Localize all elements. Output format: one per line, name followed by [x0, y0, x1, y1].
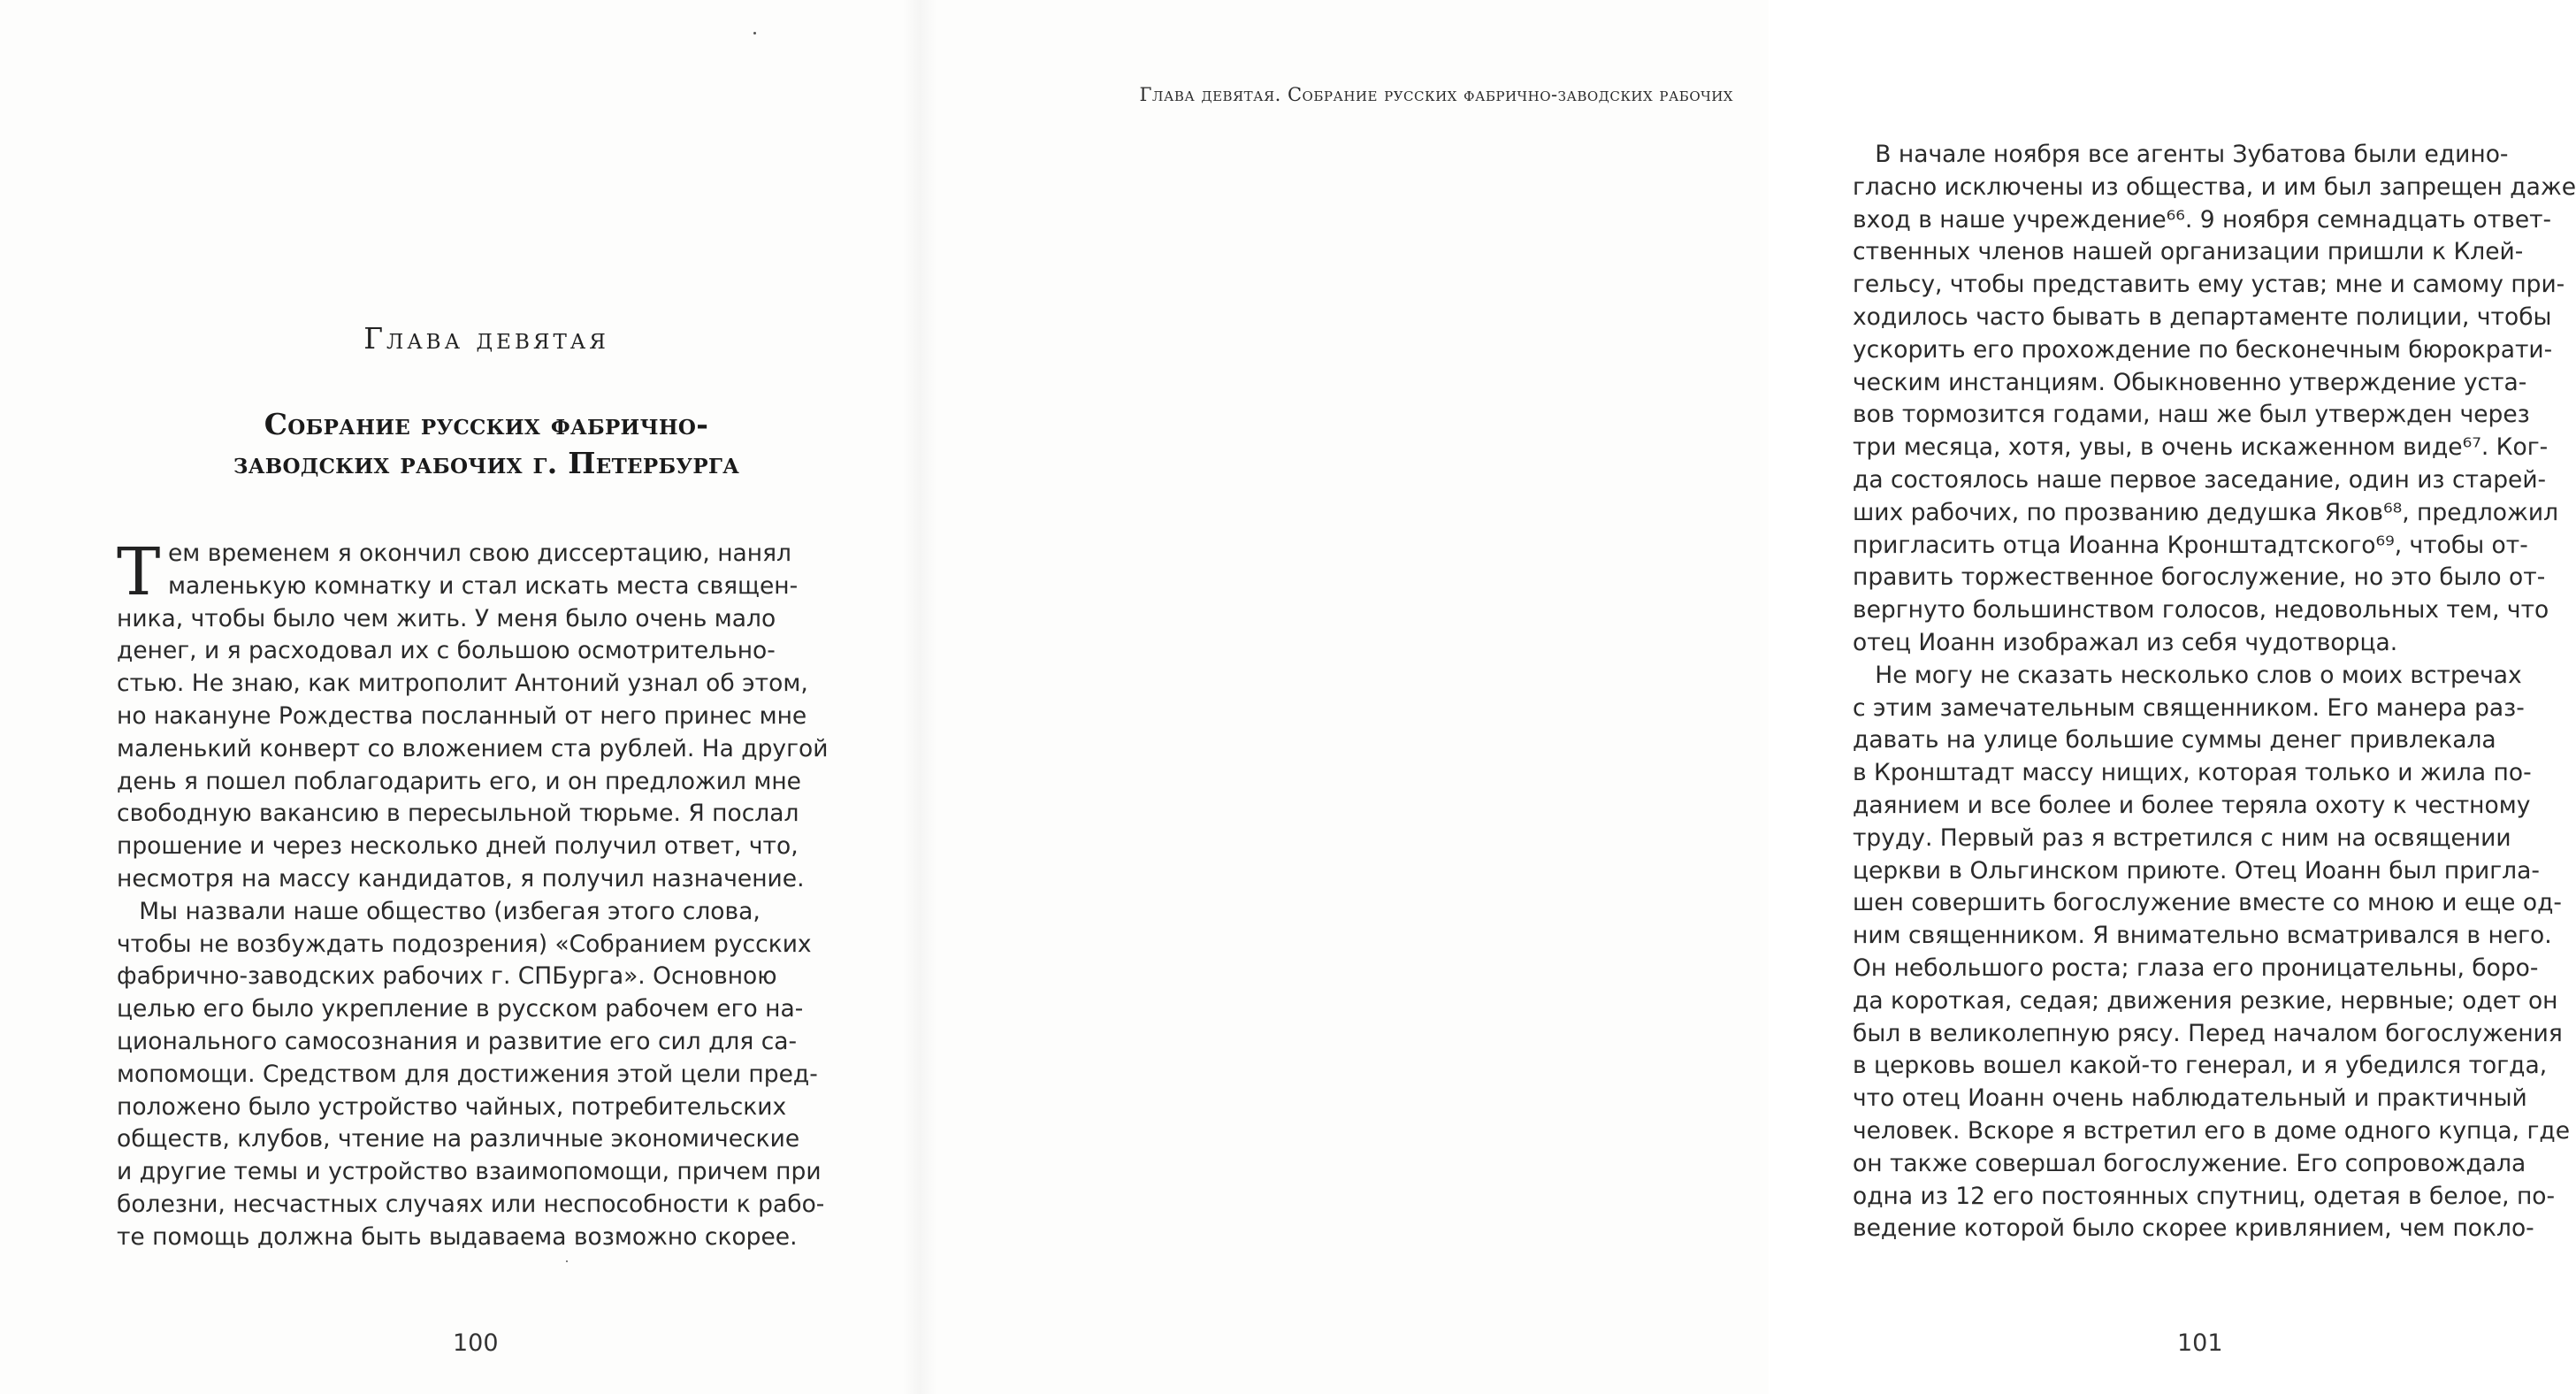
text-line: гласно исключены из общества, и им был запрещен даже [1853, 172, 2576, 201]
text-line: маленький конверт со вложением ста рублей. На другой [117, 734, 829, 762]
text-line: был в великолепную рясу. Перед началом богослужения [1853, 1019, 2563, 1047]
text-line: ведение которой было скорее кривлянием, чем покло- [1853, 1214, 2534, 1243]
text-line: с этим замечательным священником. Его манера раз- [1853, 693, 2525, 722]
text-line: прошение и через несколько дней получил ответ, что, [117, 832, 799, 861]
text-line: труду. Первый раз я встретился с ним на освящении [1853, 823, 2511, 852]
text-line: ника, чтобы было чем жить. У меня было очень мало [117, 604, 776, 632]
text-line: он также совершал богослужение. Его сопровождала [1853, 1149, 2526, 1177]
chapter-title [115, 405, 858, 483]
text-line: Мы назвали наше общество (избегая этого слова, [117, 897, 761, 925]
text-line: в Кронштадт массу нищих, которая только и жила по- [1853, 759, 2532, 787]
page-number: 101 [2177, 1329, 2223, 1357]
right-body-text [1853, 139, 2576, 1245]
text-line: несмотря на массу кандидатов, я получил назначение. [117, 864, 805, 892]
right-page [884, 0, 2576, 1394]
page-number: 100 [453, 1329, 499, 1357]
text-line: мопомощи. Средством для достижения этой цели пред- [117, 1060, 818, 1088]
text-line: свободную вакансию в пересыльной тюрьме. Я послал [117, 800, 799, 828]
text-line: отец Иоанн изображал из себя чудотворца. [1853, 628, 2398, 656]
text-line: править торжественное богослужение, но это было от- [1853, 563, 2546, 592]
text-line: вов тормозится годами, наш же был утвержден через [1853, 401, 2530, 429]
drop-cap: Т [117, 534, 161, 610]
text-line: гельсу, чтобы представить ему устав; мне и самому при- [1853, 271, 2565, 299]
text-line: что отец Иоанн очень наблюдательный и практичный [1853, 1084, 2527, 1113]
text-line: болезни, несчастных случаях или неспособности к рабо- [117, 1190, 825, 1218]
text-line: вергнуто большинством голосов, недовольных тем, что [1853, 596, 2549, 624]
text-line: даянием и все более и более теряла охоту к честному [1853, 791, 2531, 819]
text-line: день я пошел поблагодарить его, и он предложил мне [117, 767, 801, 795]
text-line: Не могу не сказать несколько слов о моих встречах [1853, 661, 2522, 689]
text-line: целью его было укрепление в русском рабочем его на- [117, 995, 804, 1023]
left-body-text [117, 534, 837, 1254]
left-page [0, 0, 884, 1394]
text-line: вход в наше учреждение⁶⁶. 9 ноября семнадцать ответ- [1853, 205, 2552, 234]
text-line: ходилось часто бывать в департаменте полиции, чтобы [1853, 303, 2552, 331]
text-line: те помощь должна быть выдаваема возможно скорее. [117, 1222, 798, 1251]
text-line: давать на улице большие суммы денег привлекала [1853, 726, 2496, 754]
text-line: да состоялось наше первое заседание, один из старей- [1853, 465, 2547, 494]
text-line: ним священником. Я внимательно всматривался в него. [1853, 922, 2552, 950]
text-line: ционального самосознания и развитие его сил для са- [117, 1027, 798, 1055]
text-line: стью. Не знаю, как митрополит Антоний узнал об этом, [117, 670, 808, 698]
text-line: Он небольшого роста; глаза его проницательны, боро- [1853, 954, 2539, 982]
text-line: в церковь вошел какой-то генерал, и я убедился тогда, [1853, 1052, 2548, 1080]
text-line: фабрично-заводских рабочих г. СПБурга». Основною [117, 962, 777, 991]
text-line: ственных членов нашей организации пришли к Клей- [1853, 238, 2524, 266]
running-head: Глава девятая. Собрание русских фабрично-заводских рабочих [1139, 84, 1733, 105]
text-line: ем временем я окончил свою диссертацию, нанял [168, 540, 791, 567]
text-line: ускорить его прохождение по бесконечным бюрократи- [1853, 335, 2553, 364]
text-line: маленькую комнатку и стал искать места священ- [168, 571, 799, 600]
chapter-title-line: заводских рабочих г. Петербурга [233, 446, 740, 480]
text-line: церкви в Ольгинском приюте. Отец Иоанн был пригла- [1853, 856, 2540, 885]
text-line: ческим инстанциям. Обыкновенно утверждение уста- [1853, 368, 2527, 396]
text-line: три месяца, хотя, увы, в очень искаженном виде⁶⁷. Ког- [1853, 433, 2549, 462]
text-line: В начале ноября все агенты Зубатова были едино- [1853, 141, 2509, 168]
chapter-number: Глава девятая [363, 321, 609, 356]
text-line: шен совершить богослужение вместе со мною и еще од- [1853, 889, 2562, 917]
text-line: человек. Вскоре я встретил его в доме одного купца, где [1853, 1116, 2571, 1145]
text-line: денег, и я расходовал их с большою осмотрительно- [117, 637, 776, 665]
text-line: обществ, клубов, чтение на различные экономические [117, 1125, 800, 1153]
chapter-title-line: Собрание русских фабрично- [264, 407, 709, 441]
text-line: одна из 12 его постоянных спутниц, одетая в белое, по- [1853, 1182, 2556, 1210]
text-line: да короткая, седая; движения резкие, нервные; одет он [1853, 986, 2558, 1015]
text-line: пригласить отца Иоанна Кронштадтского⁶⁹, чтобы от- [1853, 531, 2528, 559]
text-line: но накануне Рождества посланный от него принес мне [117, 701, 807, 730]
text-line: чтобы не возбуждать подозрения) «Собранием русских [117, 930, 812, 958]
text-line: ших рабочих, по прозванию дедушка Яков⁶⁸, предложил [1853, 498, 2559, 526]
text-line: положено было устройство чайных, потребительских [117, 1092, 787, 1121]
text-line: и другие темы и устройство взаимопомощи, причем при [117, 1158, 822, 1186]
